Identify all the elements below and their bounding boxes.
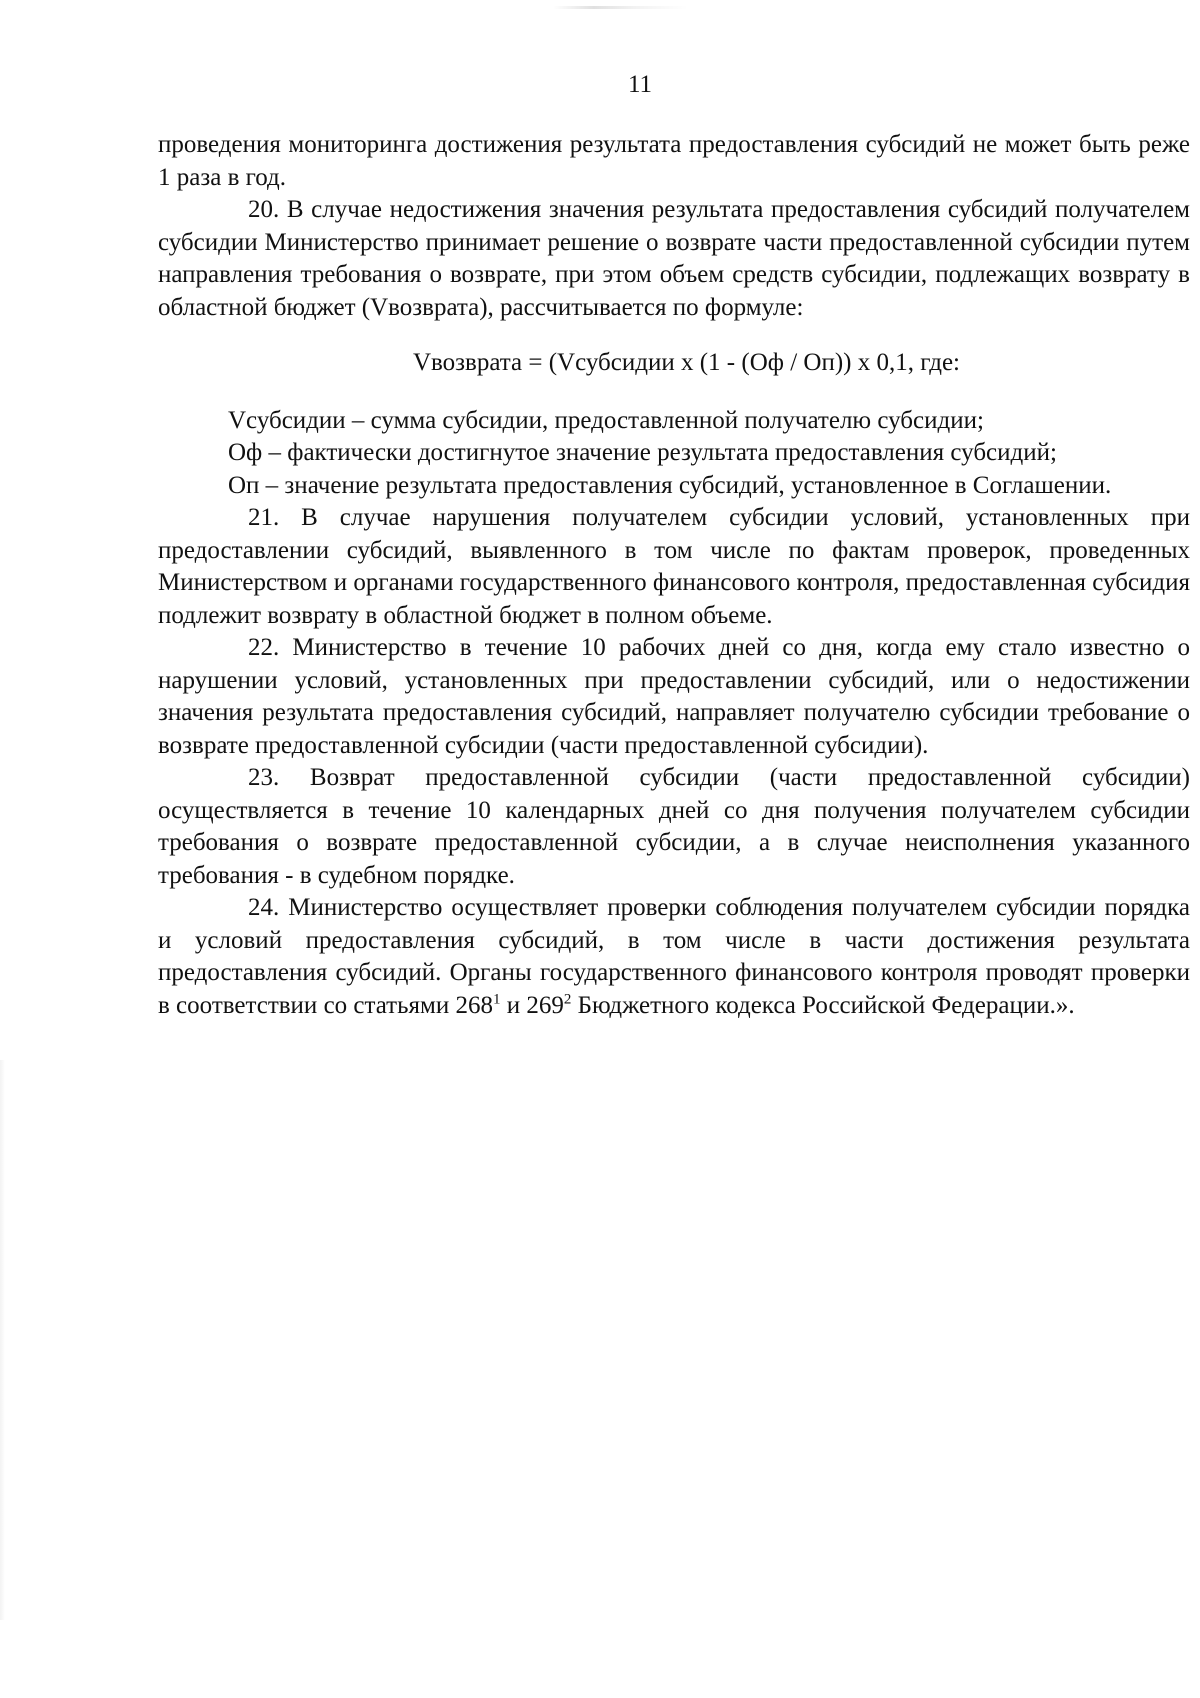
paragraph-23: 23. Возврат предоставленной субсидии (части предоставленной субсидии) осуществляется в течение 10 календарных дней со дня получения получателем субсидии требования о возврате предоставленной субсидии, а в случае неисполнения указанного требования - в судебном порядке. (158, 764, 1190, 889)
page-number: 11 (627, 71, 653, 98)
scan-artifact (553, 6, 688, 9)
refund-formula: Vвозврата = (Vсубсидии x (1 - (Оф / Оп)) x 0,1, где: (412, 349, 960, 376)
paragraph-continuation: проведения мониторинга достижения результата предоставления субсидий не может быть реже 1 раза в год. (158, 131, 1190, 191)
paragraph-21: 21. В случае нарушения получателем субсидии условий, установленных при предоставлении субсидий, выявленного в том числе по фактам проверок, проведенных Министерством и органами государственного финансового контроля, предоставленная субсидия подлежит возврату в областной бюджет в полном объеме. (158, 504, 1190, 629)
paragraph-24-text-1: 24. Министерство осуществляет проверки соблюдения получателем субсидии порядка и условий предоставления субсидий, в том числе в части достижения результата предоставления субсидий. Органы государственного финансового контроля проводят проверки в соответствии со статьями 268 (158, 894, 1190, 1019)
paragraph-20: 20. В случае недостижения значения результата предоставления субсидий получателем субсидии Министерство принимает решение о возврате части предоставленной субсидии путем направления требования о возврате, при этом объем средств субсидии, подлежащих возврату в областной бюджет (Vвозврата), рассчитывается по формуле: (158, 196, 1190, 321)
definition-of: Оф – фактически достигнутое значение результата предоставления субсидий; (228, 439, 1057, 466)
scan-edge-shadow (0, 1060, 5, 1620)
document-body (158, 129, 1190, 1022)
paragraph-22: 22. Министерство в течение 10 рабочих дней со дня, когда ему стало известно о нарушении условий, установленных при предоставлении субсидий, или о недостижении значения результата предоставления субсидий, направляет получателю субсидии требование о возврате предоставленной субсидии (части предоставленной субсидии). (158, 634, 1190, 759)
paragraph-24-text-3: Бюджетного кодекса Российской Федерации.». (571, 991, 1075, 1019)
definition-op: Оп – значение результата предоставления субсидий, установленное в Соглашении. (228, 471, 1112, 499)
superscript-article-269: 2 (563, 991, 572, 1008)
superscript-article-268: 1 (492, 991, 501, 1008)
definition-vsubsidii: Vсубсидии – сумма субсидии, предоставленной получателю субсидии; (228, 406, 984, 434)
paragraph-24-text-2: и 269 (500, 991, 564, 1019)
paragraph-24 (158, 892, 1190, 1022)
